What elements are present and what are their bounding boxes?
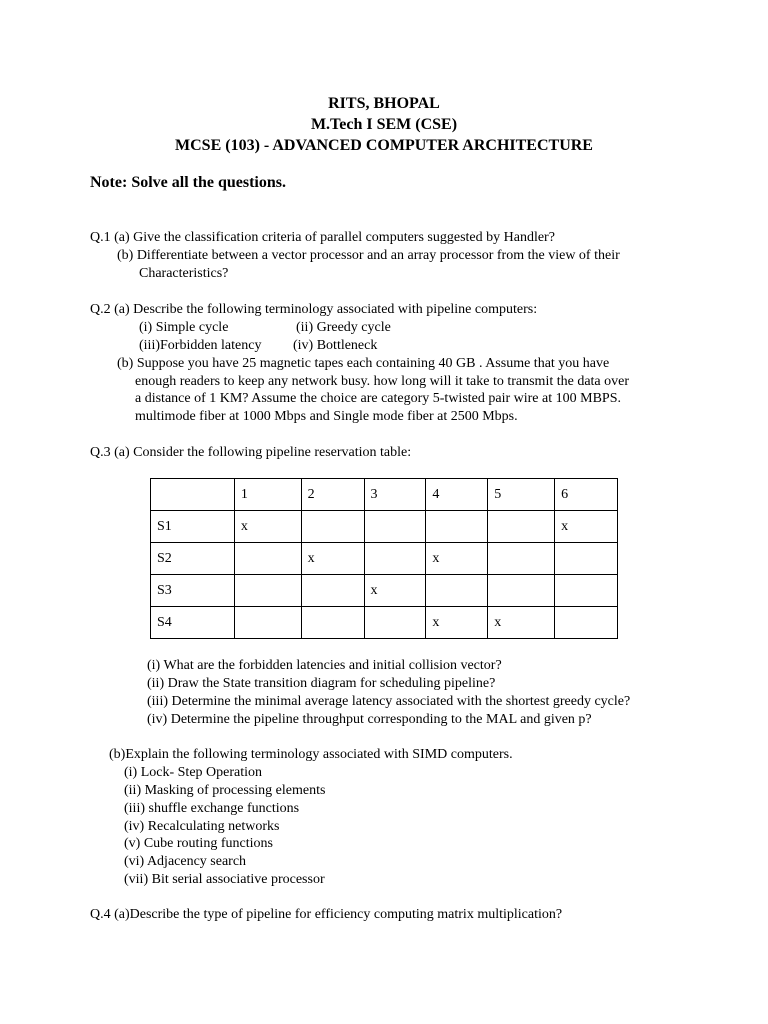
table-cell: S2 [151,543,235,575]
q4-part-a: Q.4 (a)Describe the type of pipeline for efficiency computing matrix multiplication? [90,907,563,922]
q2-term-iv: (iv) Bottleneck [293,338,378,353]
q3-b-item-i: (i) Lock- Step Operation [124,765,263,780]
q3-sub-i: (i) What are the forbidden latencies and initial collision vector? [147,658,502,673]
reservation-table [150,478,618,639]
table-row [151,543,618,575]
q3-sub-iv: (iv) Determine the pipeline throughput corresponding to the MAL and given p? [147,712,592,727]
q2-term-ii: (ii) Greedy cycle [296,320,391,335]
table-header-row [151,479,618,511]
table-cell [488,511,555,543]
table-cell: 5 [488,479,555,511]
table-cell: x [555,511,618,543]
table-cell [234,607,301,639]
q2-term-iii: (iii)Forbidden latency [139,338,262,353]
table-cell: 3 [364,479,426,511]
q2-part-b-line3: a distance of 1 KM? Assume the choice are category 5-twisted pair wire at 100 MBPS. [135,391,621,406]
q1-part-a: Q.1 (a) Give the classification criteria of parallel computers suggested by Handler? [90,230,555,245]
table-cell: S1 [151,511,235,543]
table-cell [234,543,301,575]
table-cell [301,511,364,543]
table-cell: 1 [234,479,301,511]
q3-b-item-vi: (vi) Adjacency search [124,854,247,869]
q3-sub-iii: (iii) Determine the minimal average latency associated with the shortest greedy cycle? [147,694,631,709]
table-cell: 2 [301,479,364,511]
q3-b-item-iv: (iv) Recalculating networks [124,819,280,834]
table-cell: x [426,543,488,575]
table-cell [151,479,235,511]
instructions-note: Note: Solve all the questions. [90,174,286,191]
q3-b-item-iii: (iii) shuffle exchange functions [124,801,300,816]
table-cell [488,543,555,575]
course-name: M.Tech I SEM (CSE) [310,116,458,133]
exam-header [0,93,768,156]
q1-part-b-line2: Characteristics? [139,266,229,281]
table-row [151,607,618,639]
table-cell [301,575,364,607]
table-cell: 6 [555,479,618,511]
q1-part-b-line1: (b) Differentiate between a vector processor and an array processor from the view of their [117,248,620,263]
table-cell [364,543,426,575]
q2-part-b-line1: (b) Suppose you have 25 magnetic tapes each containing 40 GB . Assume that you have [117,356,610,371]
table-cell [555,543,618,575]
table-cell: S4 [151,607,235,639]
table-cell: S3 [151,575,235,607]
q2-part-b-line4: multimode fiber at 1000 Mbps and Single mode fiber at 2500 Mbps. [135,409,518,424]
table-cell: x [488,607,555,639]
table-cell: 4 [426,479,488,511]
table-cell [364,511,426,543]
table-cell: x [364,575,426,607]
table-row [151,511,618,543]
table-cell [301,607,364,639]
table-cell [364,607,426,639]
table-cell [426,575,488,607]
table-cell [555,575,618,607]
table-cell [488,575,555,607]
q3-part-b: (b)Explain the following terminology associated with SIMD computers. [109,747,513,762]
q2-part-a: Q.2 (a) Describe the following terminology associated with pipeline computers: [90,302,538,317]
table-cell: x [301,543,364,575]
q3-b-item-ii: (ii) Masking of processing elements [124,783,326,798]
q3-part-a: Q.3 (a) Consider the following pipeline reservation table: [90,445,412,460]
table-cell [426,511,488,543]
table-cell [555,607,618,639]
q3-b-item-v: (v) Cube routing functions [124,836,273,851]
table-cell: x [426,607,488,639]
table-cell: x [234,511,301,543]
q3-sub-ii: (ii) Draw the State transition diagram for scheduling pipeline? [147,676,496,691]
q2-part-b-line2: enough readers to keep any network busy. how long will it take to transmit the data over [135,374,630,389]
institute-name: RITS, BHOPAL [328,95,440,112]
table-cell [234,575,301,607]
table-row [151,575,618,607]
q3-b-item-vii: (vii) Bit serial associative processor [124,872,325,887]
paper-title: MCSE (103) - ADVANCED COMPUTER ARCHITECTURE [175,137,593,154]
q2-term-i: (i) Simple cycle [139,320,229,335]
